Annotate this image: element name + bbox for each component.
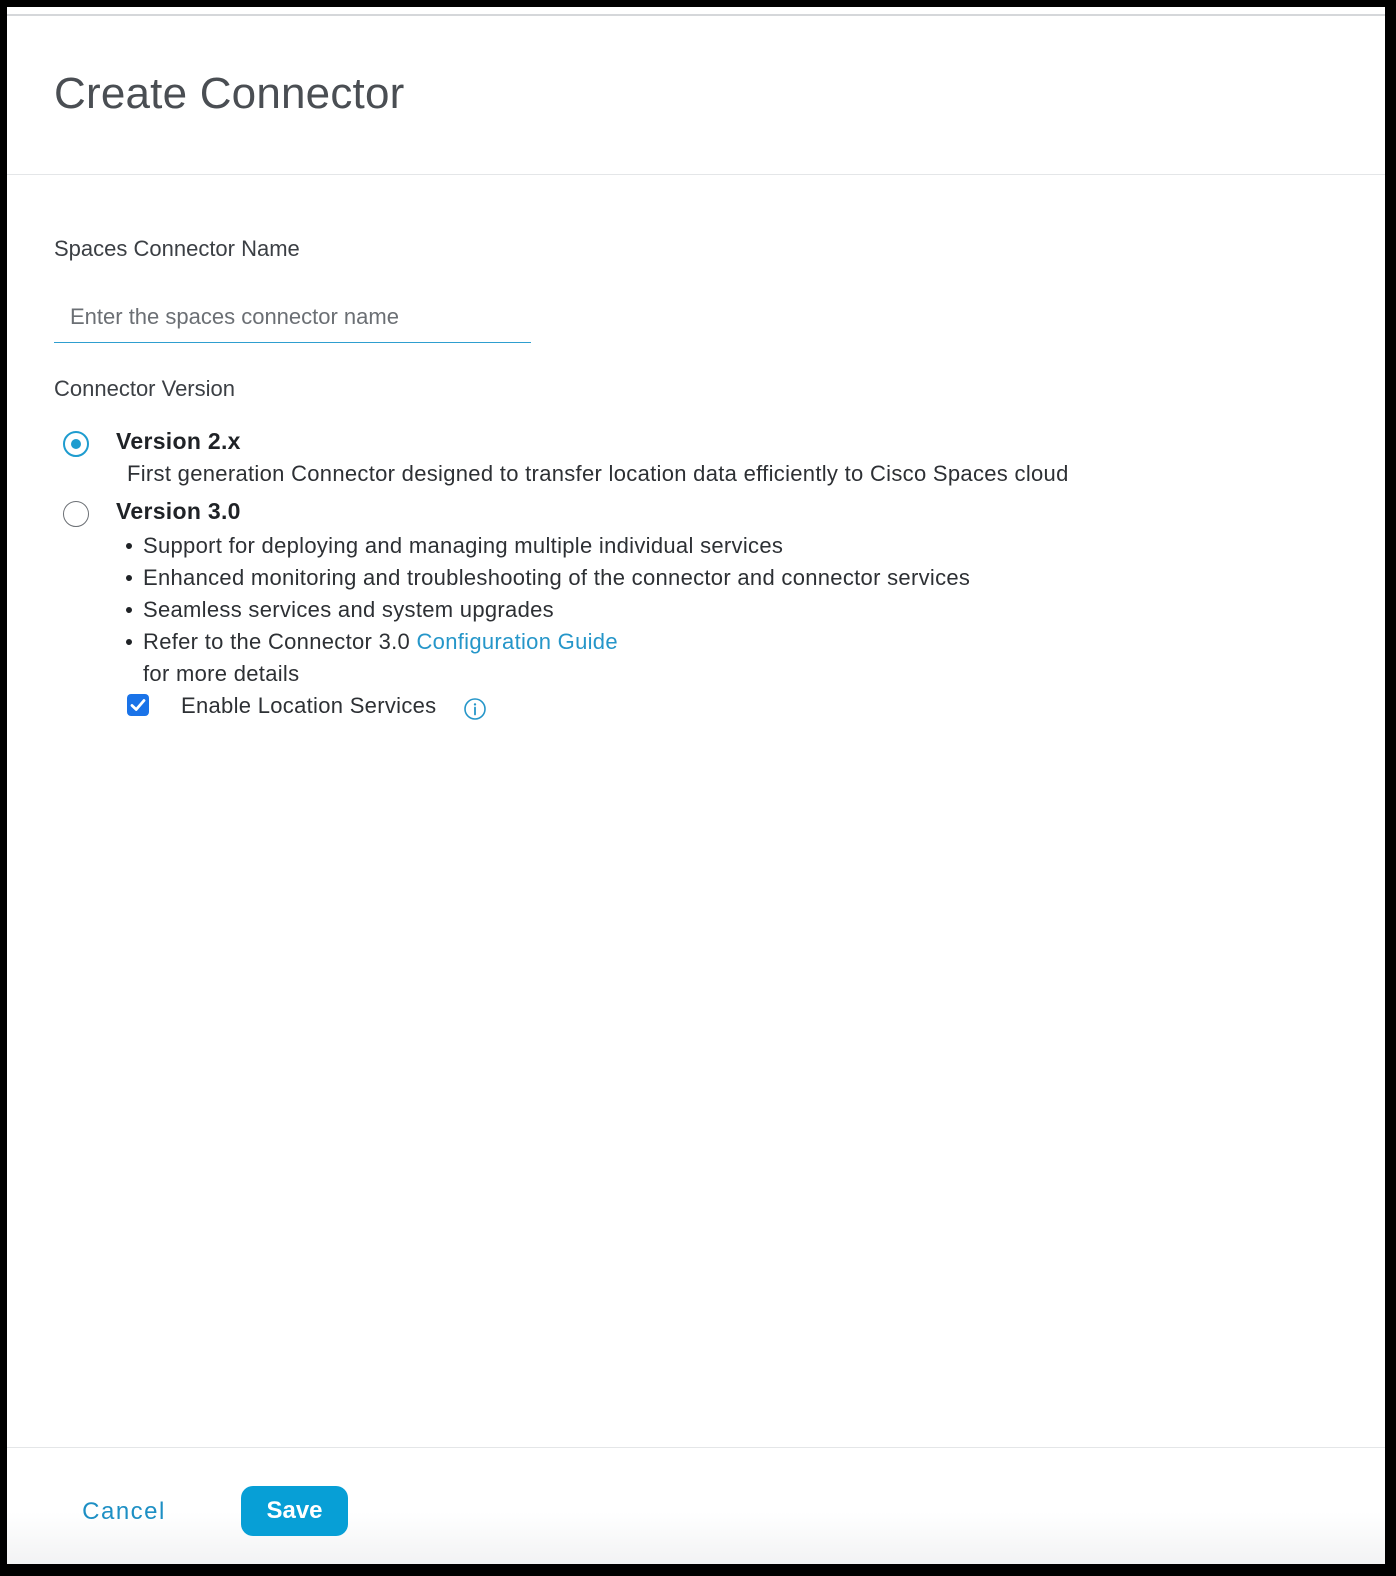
- bullet-dot: [126, 607, 132, 613]
- configuration-guide-link[interactable]: Configuration Guide: [416, 629, 618, 654]
- list-item: [143, 530, 970, 562]
- connector-version-label: Connector Version: [54, 376, 235, 401]
- list-item: [143, 562, 970, 594]
- list-item: [143, 594, 970, 626]
- create-connector-dialog: [7, 7, 1385, 1564]
- checkmark-icon: [127, 694, 149, 716]
- feature-text: Seamless services and system upgrades: [143, 597, 554, 622]
- bullet-dot: [126, 543, 132, 549]
- version-2x-radio[interactable]: [63, 431, 89, 457]
- bullet-dot: [126, 639, 132, 645]
- save-button[interactable]: Save: [241, 1486, 348, 1536]
- version-3-title[interactable]: Version 3.0: [116, 498, 241, 524]
- version-3-feature-list: [143, 530, 970, 690]
- refer-prefix-text: Refer to the Connector 3.0: [143, 629, 417, 654]
- version-2x-description: First generation Connector designed to transfer location data efficiently to Cisco Spaces cloud: [127, 461, 1069, 486]
- dialog-footer: [7, 1448, 1385, 1564]
- connector-name-label: Spaces Connector Name: [54, 236, 300, 261]
- enable-location-services-checkbox[interactable]: [127, 694, 149, 716]
- feature-text: Support for deploying and managing multiple individual services: [143, 533, 784, 558]
- refer-suffix-text: for more details: [143, 661, 300, 686]
- dialog-title: Create Connector: [54, 69, 405, 118]
- bullet-dot: [126, 575, 132, 581]
- header-divider: [7, 174, 1385, 175]
- list-item-continuation: [143, 658, 970, 690]
- version-3-radio[interactable]: [63, 501, 89, 527]
- cancel-button[interactable]: Cancel: [69, 1492, 179, 1532]
- version-2x-title[interactable]: Version 2.x: [116, 428, 241, 454]
- list-item: [143, 626, 970, 658]
- connector-name-input[interactable]: [54, 291, 531, 343]
- info-icon[interactable]: [463, 697, 487, 721]
- top-divider: [7, 14, 1385, 16]
- enable-location-services-label[interactable]: Enable Location Services: [181, 693, 437, 718]
- feature-text: Enhanced monitoring and troubleshooting of the connector and connector services: [143, 565, 971, 590]
